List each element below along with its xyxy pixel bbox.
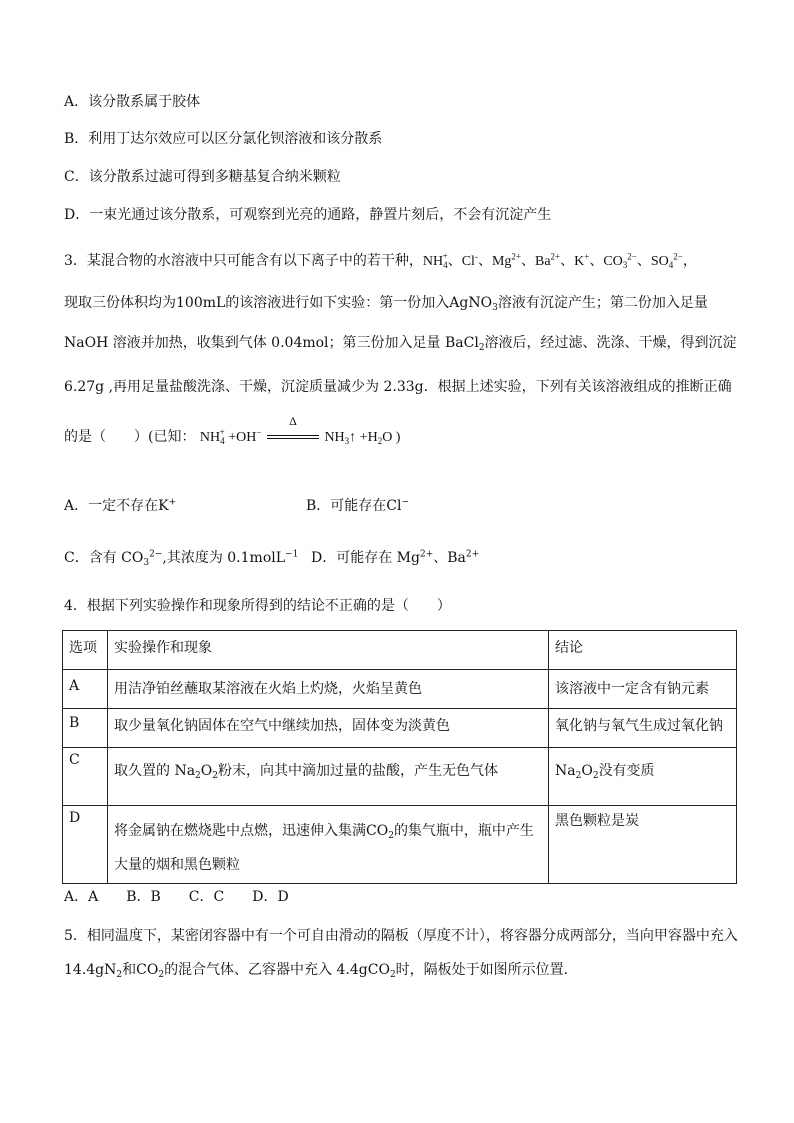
table-row bbox=[63, 806, 737, 884]
q2-option-c: C．该分散系过滤可得到多糖基复合纳米颗粒 bbox=[64, 169, 341, 185]
q3-option-c: C．含有 $CO_3^{2-}$,其浓度为 0.1molL$^{-1}$ bbox=[64, 549, 299, 568]
q2-option-b: B．利用丁达尔效应可以区分氯化钡溶液和该分散系 bbox=[64, 131, 383, 147]
q3-line-4: 6.27g ,再用足量盐酸洗涤、干燥，沉淀质量减少为 2.33g．根据上述实验，下列有关该溶液组成的推断正确 bbox=[64, 379, 732, 395]
row-conclusion: 该溶液中一定含有钠元素 bbox=[549, 670, 737, 709]
q2-option-d: D．一束光通过该分散系，可观察到光亮的通路，静置片刻后，不会有沉淀产生 bbox=[64, 207, 552, 223]
row-option: D bbox=[63, 806, 108, 884]
header-operation: 实验操作和现象 bbox=[108, 631, 549, 670]
row-operation: 取少量氧化钠固体在空气中继续加热，固体变为淡黄色 bbox=[108, 709, 549, 748]
row-operation: 将金属钠在燃烧匙中点燃，迅速伸入集满$CO_2$的集气瓶中，瓶中产生 大量的烟和黑色颗粒 bbox=[108, 806, 549, 884]
table-row bbox=[63, 748, 737, 806]
q2-option-a: A．该分散系属于胶体 bbox=[64, 94, 201, 110]
reaction-equation: $NH_4^+ +OH^-$ Δ $NH_3↑ +H_2O$ ) bbox=[199, 414, 401, 446]
q4-answer-options: A．A B．B C．C D．D bbox=[64, 889, 289, 905]
table-header-row bbox=[63, 631, 737, 670]
row-operation: 用洁净铂丝蘸取某溶液在火焰上灼烧，火焰呈黄色 bbox=[108, 670, 549, 709]
q3-line-5: 的是（ ）(已知： $NH_4^+ +OH^-$ Δ $NH_3↑ +H_2O$ ) bbox=[64, 414, 401, 446]
q3-line-2: 现取三份体积均为100mL的该溶液进行如下实验：第一份加入AgNO$_3$溶液有沉淀产生；第二份加入足量 bbox=[64, 295, 708, 313]
row-conclusion: 氧化钠与氧气生成过氧化钠 bbox=[549, 709, 737, 748]
row-option: A bbox=[63, 670, 108, 709]
table-row bbox=[63, 670, 737, 709]
q4-experiment-table bbox=[62, 630, 737, 884]
q5-line-2: $14.4gN_2$和$CO_2$的混合气体、乙容器中充入 4.4gCO$_2$时，隔板处于如图所示位置. bbox=[64, 962, 569, 980]
q3-line-3: NaOH 溶液并加热，收集到气体 0.04mol；第三份加入足量 BaCl$_2$溶液后，经过滤、洗涤、干燥，得到沉淀 bbox=[64, 335, 737, 353]
header-option: 选项 bbox=[63, 631, 108, 670]
q4-question: 4．根据下列实验操作和现象所得到的结论不正确的是（ ） bbox=[64, 598, 451, 614]
table-row bbox=[63, 709, 737, 748]
q5-line-1: 5．相同温度下，某密闭容器中有一个可自由滑动的隔板（厚度不计），将容器分成两部分，当向甲容器中充入 bbox=[64, 928, 738, 944]
header-conclusion: 结论 bbox=[549, 631, 737, 670]
row-option: C bbox=[63, 748, 108, 806]
q3-option-b: B．可能存在Cl− bbox=[306, 497, 410, 514]
heat-equals-sign: Δ bbox=[265, 427, 321, 447]
row-option: B bbox=[63, 709, 108, 748]
row-operation: 取久置的 $Na_2O_2$粉末，向其中滴加过量的盐酸，产生无色气体 bbox=[108, 748, 549, 806]
q3-line-1: 3．某混合物的水溶液中只可能含有以下离子中的若干种，$NH_4^+$、Cl-、$Mg^{2+}$、$Ba^{2+}$、K+、$CO_3^{2-}$、$SO_4^{2-}$， bbox=[64, 251, 697, 270]
q3-option-a: A．一定不存在K+ bbox=[64, 497, 177, 514]
row-conclusion: 黑色颗粒是炭 bbox=[549, 806, 737, 884]
q3-option-d: D．可能存在 $Mg^{2+}$、$Ba^{2+}$ bbox=[311, 549, 480, 566]
row-conclusion: $Na_2O_2$没有变质 bbox=[549, 748, 737, 806]
